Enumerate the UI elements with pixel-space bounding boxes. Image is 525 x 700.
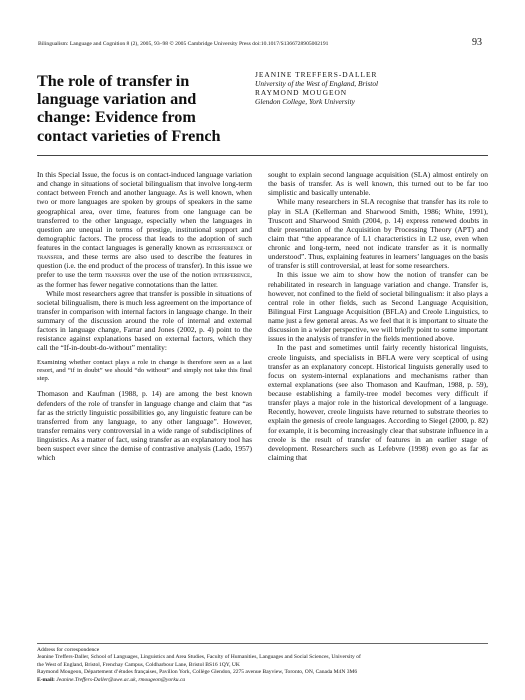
paragraph: In the past and sometimes until fairly recently historical linguists, creole linguists, and specialists in BFLA were very sceptical of using transfer as an explanatory concept. Historical linguists generally used to focus on system-internal explanations and mechanisms rather than external explanations (see also Thomason and Kaufman, 1988, p. 59), because establishing a family-tree model becomes very difficult if transfer plays a major role in the historical development of a language. Recently, however, creole linguists have returned to substrate theories to explain the genesis of creole languages. According to Siegel (2000, p. 82) for example, it is becoming increasingly clear that substrate influence in a creole is the result of transfer of features in an earlier stage of development. Researchers such as Lefebvre (1998) even go as far as claiming that	[268, 343, 488, 462]
footer-divider	[37, 643, 488, 644]
paragraph: While most researchers agree that transfer is possible in situations of societal bilingualism, there is much less agreement on the importance of transfer in comparison with internal factors in language change. In their summary of the discussion around the role of internal and external factors in language change, Farrar and Jones (2002, p. 4) point to the resistance against explanations based on external factors, which they call the “If-in-doubt-do-without” mentality:	[37, 288, 253, 353]
article-title: The role of transfer in language variation and change: Evidence from contact varieties of French	[37, 72, 221, 145]
page-number: 93	[472, 37, 482, 48]
block-quote: Examining whether contact plays a role in change is therefore seen as a last resort, and “if in doubt” we should “do without” and simply not take this final step.	[37, 358, 252, 383]
paragraph: While many researchers in SLA recognise that transfer has its role to play in SLA (Kellerman and Sharwood Smith, 1986; White, 1991), Truscott and Sharwood Smith (2004, p. 14) express renewed doubts in their presentation of the Acquisition by Processing Theory (APT) and claim that “the appearance of L1 characteristics in L2 use, even when chronic and long-term, need not indicate transfer as it is normally understood”. Thus, explaining features in learners’ languages on the basis of transfer is still controversial, at least for some researchers.	[268, 197, 488, 271]
author-affiliation: University of the West of England, Bristol	[255, 79, 379, 88]
footer-heading: Address for correspondence	[37, 647, 100, 653]
email-addresses: Jeanine.Treffers-Daller@uwe.ac.uk, rmougeon@yorku.ca	[56, 676, 186, 683]
author-affiliation: Glendon College, York University	[255, 97, 355, 106]
footer-line: Raymond Mougeon, Département d’études françaises, Pavillon York, Collège Glendon, 2275 avenue Bayview, Toronto, ON, Canada M4N 3M6	[37, 669, 358, 676]
body-column-left	[37, 170, 252, 462]
correspondence-footer	[37, 647, 488, 684]
author-block	[255, 70, 495, 106]
journal-header: Bilingualism: Language and Cognition 8 (2), 2005, 93–98 © 2005 Cambridge University Press doi:10.1017/S1366728905002191	[38, 41, 329, 47]
footer-email-line	[37, 677, 488, 684]
paragraph: In this Special Issue, the focus is on contact-induced language variation and change in situations of societal bilingualism that involve long-term contact between French and another language. As is well known, when two or more languages are spoken by groups of speakers in the same geographical area, over time, features from one language can be transferred to the other language, especially when the languages in question are unequal in terms of prestige, institutional support and demographic factors. The process that leads to the adoption of such features in the contact languages is generally known as interference or transfer, and these terms are also used to describe the features in question (i.e. the end product of the process of transfer). In this issue we prefer to use the term transfer over the use of the notion interference, as the former has fewer negative connotations than the latter.	[37, 170, 252, 289]
author-name: RAYMOND MOUGEON	[255, 88, 348, 97]
title-divider	[37, 155, 488, 156]
footer-line: Jeanine Treffers-Daller, School of Languages, Linguistics and Area Studies, Faculty of Humanities, Languages and Social Sciences, University of	[37, 654, 361, 661]
email-label: E-mail:	[37, 676, 55, 683]
paragraph: In this issue we aim to show how the notion of transfer can be rehabilitated in research in language variation and change. Transfer is, however, not confined to the field of societal bilingualism: it also plays a central role in other fields, such as Second Language Acquisition, Bilingual First Language Acquisition (BFLA) and Creole Linguistics, to name just a few general areas. As we feel that it is important to situate the discussion in a wider perspective, we will briefly point to some important issues in the analysis of transfer in the fields mentioned above.	[268, 270, 488, 344]
body-column-right	[268, 170, 488, 462]
footer-line: the West of England, Bristol, Frenchay Campus, Coldharbour Lane, Bristol BS16 1QY, UK	[37, 661, 240, 668]
paragraph: sought to explain second language acquisition (SLA) almost entirely on the basis of transfer. As is well known, this turned out to be far too simplistic and basically untenable.	[268, 170, 488, 198]
author-name: JEANINE TREFFERS-DALLER	[255, 70, 378, 79]
paragraph: Thomason and Kaufman (1988, p. 14) are among the best known defenders of the role of transfer in language change and claim that “as far as the strictly linguistic possibilities go, any linguistic feature can be transferred from any language, to any other language”. However, transfer remains very controversial in a wide range of subdisciplines of linguistics. As a matter of fact, using transfer as an explanatory tool has been suspect ever since the demise of contrastive analysis (Lado, 1957) which	[37, 389, 252, 463]
